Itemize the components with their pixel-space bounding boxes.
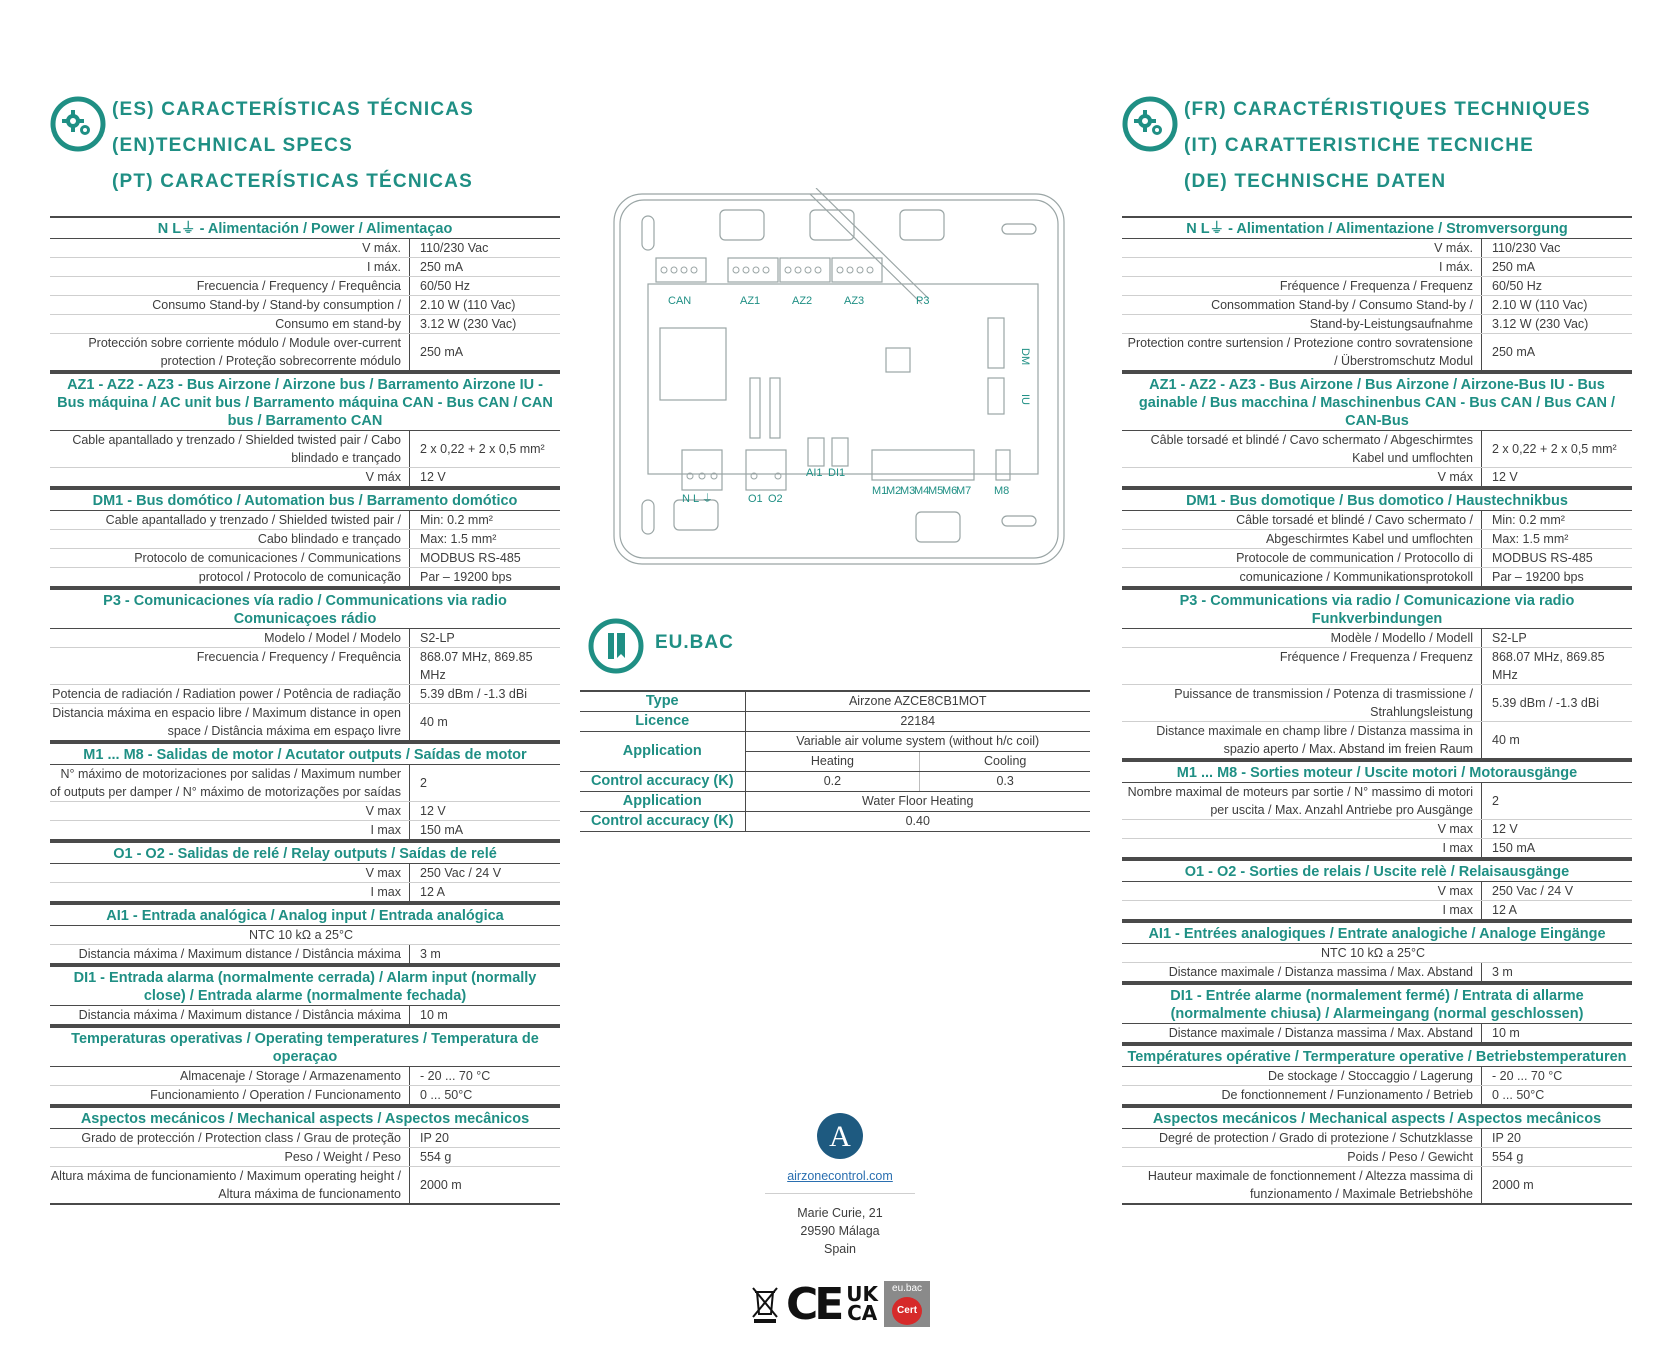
table-row [1122,944,1632,963]
table-row [1122,882,1632,901]
spec-section [50,1026,560,1106]
accuracy-cooling: 0.3 [920,771,1090,791]
label-m1: M1 [872,485,888,497]
spec-section [50,588,560,742]
spec-label: Protocole de communication / Protocollo di [1122,549,1482,567]
spec-label: Puissance de transmission / Potenza di trasmissione / Strahlungsleistung [1122,685,1482,721]
spec-section [1122,588,1632,760]
spec-label: Consumo em stand-by [50,315,410,333]
left-spec-sections [50,216,560,1205]
spec-label: Distancia máxima / Maximum distance / Distância máxima [50,945,410,963]
spec-label: V máx. [50,239,410,257]
accuracy-2-label: Control accuracy (K) [580,811,745,831]
label-o2: O2 [768,493,783,505]
spec-label: Frecuencia / Frequency / Frequência [50,648,410,684]
certification-marks [580,1278,1100,1330]
spec-label: Distancia máxima en espacio libre / Maximum distance in open space / Distância máxima em espaço livre [50,704,410,740]
spec-value: 110/230 Vac [420,241,489,255]
spec-label: Protection contre surtension / Protezione contro sovratensione / Überstromschutz Modul [1122,334,1482,370]
table-row [50,1006,560,1026]
spec-section [1122,216,1632,372]
table-row [580,771,1090,791]
spec-value: 40 m [420,715,448,729]
spec-value: 10 m [1492,1026,1520,1040]
table-row [1122,722,1632,760]
licence-label: Licence [580,711,745,731]
table-row [580,711,1090,731]
section-title: N L⏚ - Alimentation / Alimentazione / Stromversorgung [1122,216,1632,239]
spec-value: 150 mA [420,823,464,837]
spec-label: Degré de protection / Grado di protezione / Schutzklasse [1122,1129,1482,1147]
spec-label: Nombre maximal de moteurs par sortie / N° massimo di motori per uscita / Max. Anzahl Antriebe pro Ausgänge [1122,783,1482,819]
table-row [50,315,560,334]
label-di1: DI1 [828,467,846,479]
type-value: Airzone AZCE8CB1MOT [745,691,1090,711]
spec-value: 2 x 0,22 + 2 x 0,5 mm² [420,442,545,456]
device-enclosure [614,194,1064,564]
spec-value: 250 mA [420,345,464,359]
divider [765,1193,915,1194]
spec-label: V max [50,864,410,882]
table-row [1122,296,1632,315]
table-row [1122,648,1632,685]
spec-label: Stand-by-Leistungsaufnahme [1122,315,1482,333]
spec-value: 250 mA [420,260,464,274]
spec-value: 2000 m [1492,1178,1534,1192]
spec-label: V max [50,802,410,820]
spec-label: Distancia máxima / Maximum distance / Distância máxima [50,1006,410,1024]
table-row [1122,901,1632,921]
spec-value: 5.39 dBm / -1.3 dBi [420,687,528,701]
spec-label: N° máximo de motorizaciones por salidas / Maximum number of outputs per damper / N° máximo de motorizações por saídas [50,765,410,801]
header-de: (DE) TECHNISCHE DATEN [1184,171,1447,192]
spec-label: I max [1122,839,1482,857]
spec-section [1122,760,1632,859]
spec-value: 554 g [1492,1150,1524,1164]
table-row [1122,839,1632,859]
section-title: DM1 - Bus domotique / Bus domotico / Haustechnikbus [1122,488,1632,511]
left-header [50,92,560,202]
spec-value: 2000 m [420,1178,462,1192]
spec-label: V máx [50,468,410,486]
table-row [1122,1024,1632,1044]
spec-value: IP 20 [1492,1131,1521,1145]
table-row [1122,1086,1632,1106]
table-row [50,1148,560,1167]
spec-value: 40 m [1492,733,1520,747]
spec-value: 12 A [420,885,446,899]
table-row [50,239,560,258]
spec-section [1122,1106,1632,1205]
label-az1: AZ1 [740,295,761,307]
spec-label: NTC 10 kΩ a 25°C [249,928,353,942]
spec-value: 0 ... 50°C [1492,1088,1545,1102]
spec-section [1122,859,1632,921]
type-label: Type [580,691,745,711]
application-value: Variable air volume system (without h/c coil) [745,731,1090,751]
spec-value: 250 mA [1492,260,1536,274]
spec-label: Distance maximale / Distanza massima / Max. Abstand [1122,963,1482,981]
spec-value: 2 [1492,794,1499,808]
gears-icon [50,96,106,152]
table-row [50,883,560,903]
table-row [580,791,1090,811]
spec-section [50,965,560,1026]
spec-value: - 20 ... 70 °C [1492,1069,1563,1083]
device-pcb [648,284,1038,474]
label-m6: M6 [942,485,958,497]
table-row [1122,1167,1632,1205]
eubac-cert-badge [884,1281,930,1327]
label-m7: M7 [956,485,972,497]
spec-label: Consumo Stand-by / Stand-by consumption / [50,296,410,314]
spec-label: Distance maximale en champ libre / Distanza massima in spazio aperto / Max. Abstand im freien Raum [1122,722,1482,758]
spec-label: Modelo / Model / Modelo [50,629,410,647]
spec-section [1122,921,1632,983]
spec-label: Hauteur maximale de fonctionnement / Altezza massima di funzionamento / Maximale Betriebshöhe [1122,1167,1482,1203]
table-row [1122,568,1632,588]
table-row [50,1167,560,1205]
spec-label: Câble torsadé et blindé / Cavo schermato / [1122,511,1482,529]
spec-value: 3.12 W (230 Vac) [1492,317,1589,331]
label-ai1: AI1 [806,467,823,479]
spec-label: Poids / Peso / Gewicht [1122,1148,1482,1166]
table-row [50,296,560,315]
header-it: (IT) CARATTERISTICHE TECNICHE [1184,135,1535,156]
table-row [580,731,1090,751]
eubac-cert-bottom: Cert [892,1297,922,1325]
spec-value: 3 m [1492,965,1513,979]
table-row [50,511,560,530]
spec-label: De fonctionnement / Funzionamento / Betrieb [1122,1086,1482,1104]
right-header [1122,92,1632,202]
table-row [1122,783,1632,820]
spec-label: Protección sobre corriente módulo / Module over-current protection / Proteção sobrecorrente módulo [50,334,410,370]
ukca-mark [846,1282,879,1325]
eubac-table [580,690,1090,832]
label-can: CAN [668,295,692,307]
section-title: N L⏚ - Alimentación / Power / Alimentaçao [50,216,560,239]
section-title: AZ1 - AZ2 - AZ3 - Bus Airzone / Bus Airzone / Airzone-Bus IU - Bus gainable / Bus macchina / Maschinenbus CAN - Bus CAN / Bus CAN / CAN-Bus [1122,372,1632,431]
ukca-bottom: CA [847,1301,878,1325]
table-row [1122,277,1632,296]
spec-label: V máx [1122,468,1482,486]
spec-label: Fréquence / Frequenza / Frequenz [1122,648,1482,684]
spec-value: Par – 19200 bps [1492,570,1584,584]
spec-label: I máx. [50,258,410,276]
table-row [50,468,560,488]
label-m8: M8 [994,485,1010,497]
spec-section [50,488,560,588]
section-title: AZ1 - AZ2 - AZ3 - Bus Airzone / Airzone bus / Barramento Airzone IU - Bus máquina / AC unit bus / Barramento máquina CAN - Bus CAN / CAN bus / Barramento CAN [50,372,560,431]
accuracy-heating: 0.2 [745,771,920,791]
spec-label: I max [1122,901,1482,919]
section-title: Temperaturas operativas / Operating temperatures / Temperatura de operaçao [50,1026,560,1067]
spec-section [1122,1044,1632,1106]
label-m4: M4 [914,485,930,497]
spec-section [50,903,560,965]
weee-icon [750,1284,780,1324]
table-row [1122,239,1632,258]
table-row [50,568,560,588]
spec-value: Par – 19200 bps [420,570,512,584]
footer [580,1112,1100,1330]
label-az3: AZ3 [844,295,865,307]
spec-label: Fréquence / Frequenza / Frequenz [1122,277,1482,295]
table-row [50,549,560,568]
table-row [1122,963,1632,983]
table-row [1122,334,1632,372]
spec-value: 12 V [420,470,446,484]
section-title: Aspectos mecánicos / Mechanical aspects / Aspectos mecânicos [1122,1106,1632,1129]
spec-label: I max [50,821,410,839]
accuracy-label: Control accuracy (K) [580,771,745,791]
table-row [50,821,560,841]
website-link[interactable]: airzonecontrol.com [787,1169,893,1183]
table-row [50,765,560,802]
spec-value: - 20 ... 70 °C [420,1069,491,1083]
spec-value: 250 Vac / 24 V [420,866,502,880]
spec-label: comunicazione / Kommunikationsprotokoll [1122,568,1482,586]
application-2-value: Water Floor Heating [745,791,1090,811]
spec-section [50,742,560,841]
spec-label: Grado de protección / Protection class / Grau de proteção [50,1129,410,1147]
table-row [1122,315,1632,334]
spec-label: I max [50,883,410,901]
spec-value: 12 V [420,804,446,818]
table-row [50,648,560,685]
section-title: DM1 - Bus domótico / Automation bus / Barramento domótico [50,488,560,511]
spec-value: 3.12 W (230 Vac) [420,317,517,331]
spec-value: 150 mA [1492,841,1536,855]
table-row [50,864,560,883]
table-row [580,691,1090,711]
table-row [1122,468,1632,488]
table-row [50,926,560,945]
table-row [1122,629,1632,648]
section-title: DI1 - Entrée alarme (normalement fermé) / Entrata di allarme (normalmente chiusa) / Alarmeingang (normal geschlossen) [1122,983,1632,1024]
spec-value: Max: 1.5 mm² [1492,532,1569,546]
header-en: (EN)TECHNICAL SPECS [112,135,353,156]
spec-value: 3 m [420,947,441,961]
spec-value: 2 x 0,22 + 2 x 0,5 mm² [1492,442,1617,456]
address-line-1: Marie Curie, 21 [797,1206,883,1220]
spec-value: 60/50 Hz [1492,279,1543,293]
spec-section [50,841,560,903]
header-es: (ES) CARACTERÍSTICAS TÉCNICAS [112,99,475,120]
table-row [50,802,560,821]
table-row [50,1067,560,1086]
spec-value: 2 [420,776,427,790]
right-spec-sections [1122,216,1632,1205]
spec-label: NTC 10 kΩ a 25°C [1321,946,1425,960]
licence-value: 22184 [745,711,1090,731]
table-row [50,945,560,965]
label-p3: P3 [916,295,930,307]
section-title: P3 - Communications via radio / Comunicazione via radio Funkverbindungen [1122,588,1632,629]
label-o1: O1 [748,493,763,505]
spec-label: De stockage / Stoccaggio / Lagerung [1122,1067,1482,1085]
table-row [1122,1129,1632,1148]
spec-value: Min: 0.2 mm² [1492,513,1565,527]
eubac-block [580,618,1100,832]
accuracy-2-value: 0.40 [745,811,1090,831]
spec-label: Consommation Stand-by / Consumo Stand-by / [1122,296,1482,314]
spec-label: Cable apantallado y trenzado / Shielded twisted pair / Cabo blindado e trançado [50,431,410,467]
spec-label: protocol / Protocolo de comunicação [50,568,410,586]
table-row [50,258,560,277]
section-title: Aspectos mecánicos / Mechanical aspects / Aspectos mecânicos [50,1106,560,1129]
spec-label: Cabo blindado e trançado [50,530,410,548]
spec-value: IP 20 [420,1131,449,1145]
label-dm: DM [1019,348,1031,366]
spec-value: 2.10 W (110 Vac) [1492,298,1588,312]
section-title: M1 ... M8 - Sorties moteur / Uscite motori / Motorausgänge [1122,760,1632,783]
spec-label: Distance maximale / Distanza massima / Max. Abstand [1122,1024,1482,1042]
spec-section [50,216,560,372]
spec-value: 0 ... 50°C [420,1088,473,1102]
spec-value: 12 A [1492,903,1518,917]
spec-value: 868.07 MHz, 869.85 MHz [1492,650,1605,682]
device-diagram [610,188,1070,570]
spec-label: V max [1122,882,1482,900]
spec-value: 868.07 MHz, 869.85 MHz [420,650,533,682]
spec-label: Potencia de radiación / Radiation power / Potência de radiação [50,685,410,703]
header-pt: (PT) CARACTERÍSTICAS TÉCNICAS [112,171,473,192]
table-row [1122,549,1632,568]
section-title: AI1 - Entrada analógica / Analog input / Entrada analógica [50,903,560,926]
table-row [1122,820,1632,839]
spec-value: 554 g [420,1150,452,1164]
table-row [50,629,560,648]
spec-value: 5.39 dBm / -1.3 dBi [1492,696,1600,710]
table-row [50,530,560,549]
spec-section [50,372,560,488]
spec-label: Almacenaje / Storage / Armazenamento [50,1067,410,1085]
table-row [50,685,560,704]
bookmark-icon [588,618,644,674]
label-m2: M2 [886,485,902,497]
eubac-cert-top: eu.bac [892,1283,923,1294]
spec-value: Max: 1.5 mm² [420,532,497,546]
address-line-2: 29590 Málaga [800,1224,880,1238]
spec-section [1122,488,1632,588]
spec-value: Min: 0.2 mm² [420,513,493,527]
table-row [1122,431,1632,468]
header-fr: (FR) CARACTÉRISTIQUES TECHNIQUES [1184,99,1591,120]
airzone-logo [816,1112,864,1160]
address-line-3: Spain [824,1242,856,1256]
spec-value: 60/50 Hz [420,279,471,293]
section-title: AI1 - Entrées analogiques / Entrate analogiche / Analoge Eingänge [1122,921,1632,944]
spec-value: 250 Vac / 24 V [1492,884,1574,898]
spec-label: V max [1122,820,1482,838]
section-title: O1 - O2 - Sorties de relais / Uscite relè / Relaisausgänge [1122,859,1632,882]
spec-value: MODBUS RS-485 [420,551,521,565]
table-row [1122,1067,1632,1086]
spec-label: Modèle / Modello / Modell [1122,629,1482,647]
spec-value: MODBUS RS-485 [1492,551,1593,565]
spec-label: Câble torsadé et blindé / Cavo schermato / Abgeschirmtes Kabel und umflochten [1122,431,1482,467]
label-iu: IU [1019,394,1031,405]
spec-label: V máx. [1122,239,1482,257]
spec-label: Funcionamiento / Operation / Funcionamento [50,1086,410,1104]
table-row [580,811,1090,831]
spec-value: 250 mA [1492,345,1536,359]
spec-value: 12 V [1492,470,1518,484]
gears-icon [1122,96,1178,152]
spec-label: Frecuencia / Frequency / Frequência [50,277,410,295]
application-2-label: Application [580,791,745,811]
table-row [1122,530,1632,549]
spec-label: Abgeschirmtes Kabel und umflochten [1122,530,1482,548]
spec-label: Cable apantallado y trenzado / Shielded twisted pair / [50,511,410,529]
spec-value: 12 V [1492,822,1518,836]
table-row [50,277,560,296]
logo-letter: A [829,1120,851,1153]
ce-mark: CE [785,1278,841,1330]
spec-label: Protocolo de comunicaciones / Communications [50,549,410,567]
table-row [1122,685,1632,722]
table-row [1122,258,1632,277]
application-label: Application [580,731,745,771]
spec-section [1122,372,1632,488]
heating-header: Heating [745,751,920,771]
spec-label: Peso / Weight / Peso [50,1148,410,1166]
table-row [1122,511,1632,530]
label-az2: AZ2 [792,295,813,307]
eubac-title: EU.BAC [655,632,734,653]
spec-value: S2-LP [420,631,455,645]
label-m5: M5 [928,485,944,497]
table-row [50,704,560,742]
ukca-top: UK [846,1282,879,1306]
spec-label: Altura máxima de funcionamiento / Maximum operating height / Altura máxima de funcionamento [50,1167,410,1203]
table-row [50,1129,560,1148]
section-title: DI1 - Entrada alarma (normalmente cerrada) / Alarm input (normally close) / Entrada alarme (normalmente fechada) [50,965,560,1006]
section-title: M1 ... M8 - Salidas de motor / Acutator outputs / Saídas de motor [50,742,560,765]
cooling-header: Cooling [920,751,1090,771]
label-m3: M3 [900,485,916,497]
spec-value: 2.10 W (110 Vac) [420,298,516,312]
label-nl: N L ⏚ [682,493,713,505]
table-row [50,1086,560,1106]
spec-value: 10 m [420,1008,448,1022]
section-title: P3 - Comunicaciones vía radio / Communications via radio Comunicaçoes rádio [50,588,560,629]
section-title: Températures opérative / Termperature operative / Betriebstemperaturen [1122,1044,1632,1067]
spec-value: 110/230 Vac [1492,241,1561,255]
section-title: O1 - O2 - Salidas de relé / Relay outputs / Saídas de relé [50,841,560,864]
spec-label: I máx. [1122,258,1482,276]
table-row [50,431,560,468]
spec-section [1122,983,1632,1044]
table-row [50,334,560,372]
spec-section [50,1106,560,1205]
table-row [1122,1148,1632,1167]
spec-value: S2-LP [1492,631,1527,645]
